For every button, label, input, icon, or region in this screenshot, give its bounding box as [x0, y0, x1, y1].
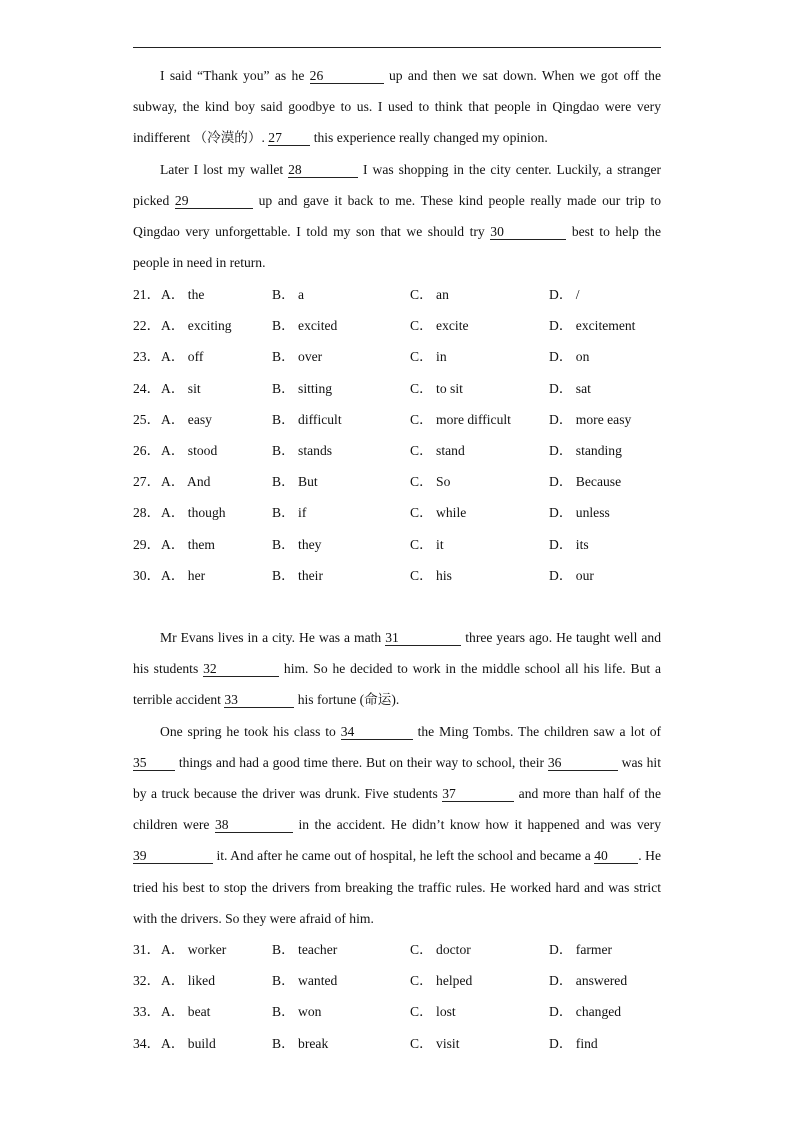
question-number: 30．: [133, 567, 161, 583]
text-run: and more than half of the children were: [133, 786, 661, 833]
question-21: [133, 279, 693, 310]
text-run: One spring he took his class to: [160, 723, 341, 739]
passage-2-paragraph-2: [133, 716, 661, 934]
option-b: B． stands: [272, 442, 333, 458]
option-d: D． changed: [549, 1004, 622, 1020]
option-b: B． they: [272, 536, 322, 552]
passage-2: [133, 622, 661, 934]
text-run: best to help the people in need in return.: [133, 224, 662, 271]
option-d: D． answered: [549, 973, 628, 989]
text-run: Mr Evans lives in a city. He was a math: [160, 630, 386, 645]
option-a: A． beat: [161, 1004, 211, 1020]
option-c: C． So: [410, 474, 451, 490]
question-32: [133, 965, 693, 996]
text-run: Later I lost my wallet: [160, 161, 289, 177]
option-c: C． in: [410, 349, 447, 365]
question-29: [133, 529, 693, 560]
option-b: B． excited: [272, 318, 338, 334]
header-rule: [133, 47, 661, 48]
text-run: this experience really changed my opinion.: [310, 130, 548, 146]
option-a: A． stood: [161, 442, 218, 458]
question-number: 32．: [133, 973, 161, 989]
question-number: 31．: [133, 942, 161, 957]
question-number: 22．: [133, 318, 161, 334]
option-a: A． though: [161, 505, 226, 521]
option-b: B． if: [272, 505, 307, 521]
blank-33: 33: [224, 693, 294, 708]
option-a: A． build: [161, 1035, 216, 1051]
question-number: 24．: [133, 380, 161, 396]
blank-27: 27: [268, 131, 310, 146]
question-26: [133, 435, 693, 466]
question-31: [133, 934, 693, 965]
option-d: D． its: [549, 536, 589, 552]
blank-31: 31: [385, 631, 461, 646]
option-a: A． them: [161, 536, 215, 552]
option-c: C． to sit: [410, 380, 463, 396]
question-number: 25．: [133, 411, 161, 427]
text-run: I was shopping in the city center. Luckily, a stranger picked: [133, 161, 661, 208]
question-number: 28．: [133, 505, 161, 521]
text-run: in the accident. He didn’t know how it happened and was very: [292, 817, 662, 833]
option-d: D． excitement: [549, 318, 636, 334]
option-d: D． on: [549, 349, 590, 365]
option-d: D． farmer: [549, 942, 613, 957]
text-run: his fortune (命运).: [294, 692, 400, 708]
option-d: D． standing: [549, 442, 622, 458]
question-number: 26．: [133, 442, 161, 458]
option-a: A． easy: [161, 411, 212, 427]
option-d: D． find: [549, 1035, 598, 1051]
text-run: I said “Thank you” as he: [160, 68, 310, 83]
question-30: [133, 560, 693, 591]
blank-32: 32: [203, 662, 279, 677]
question-number: 23．: [133, 349, 161, 365]
passage-1: [133, 60, 661, 278]
option-d: D． /: [549, 287, 580, 302]
option-d: D． sat: [549, 380, 591, 396]
blank-34: 34: [341, 725, 413, 740]
option-d: D． unless: [549, 505, 610, 521]
text-run: up and then we sat down. When we got off the subway, the kind boy said goodbye to us. I used to think that people in Qingdao were very indifferent （冷漠的）.: [133, 68, 661, 146]
passage-1-paragraph-1: [133, 60, 661, 154]
blank-26: 26: [310, 69, 384, 84]
option-d: D． our: [549, 567, 594, 583]
question-28: [133, 497, 693, 528]
option-a: A． worker: [161, 942, 227, 957]
blank-38: 38: [215, 818, 293, 833]
question-27: [133, 466, 693, 497]
question-34: [133, 1028, 693, 1059]
option-a: A． sit: [161, 380, 201, 396]
option-a: A． liked: [161, 973, 215, 989]
option-b: B． a: [272, 287, 305, 302]
option-b: B． teacher: [272, 942, 338, 957]
text-run: the Ming Tombs. The children saw a lot of: [412, 723, 662, 739]
question-number: 21．: [133, 287, 161, 302]
option-a: A． her: [161, 567, 206, 583]
question-22: [133, 310, 693, 341]
blank-37: 37: [442, 787, 514, 802]
blank-29: 29: [175, 194, 253, 209]
option-b: B． break: [272, 1035, 329, 1051]
text-run: him. So he decided to work in the middle school all his life. But a terrible accident: [133, 661, 662, 708]
question-number: 34．: [133, 1035, 161, 1051]
option-c: C． stand: [410, 442, 465, 458]
text-run: three years ago. He taught well and his students: [133, 630, 661, 677]
text-run: up and gave it back to me. These kind people really made our trip to Qingdao very unforgettable. I told my son that we should try: [133, 192, 661, 240]
question-number: 29．: [133, 536, 161, 552]
option-c: C． his: [410, 567, 452, 583]
question-24: [133, 373, 693, 404]
option-c: C． lost: [410, 1004, 456, 1020]
text-run: was hit by a truck because the driver was drunk. Five students: [133, 754, 661, 802]
option-c: C． an: [410, 287, 449, 302]
option-b: B． But: [272, 474, 318, 490]
option-c: C． visit: [410, 1035, 460, 1051]
question-33: [133, 996, 693, 1027]
blank-36: 36: [548, 756, 618, 771]
blank-35: 35: [133, 756, 175, 771]
blank-28: 28: [288, 163, 358, 178]
passage-1-paragraph-2: [133, 154, 661, 279]
blank-39: 39: [133, 849, 213, 864]
option-b: B． their: [272, 567, 323, 583]
option-c: C． doctor: [410, 942, 471, 957]
option-c: C． it: [410, 536, 444, 552]
passage-2-paragraph-1: [133, 622, 661, 716]
option-c: C． helped: [410, 973, 473, 989]
option-b: B． difficult: [272, 411, 342, 427]
option-c: C． while: [410, 505, 467, 521]
option-b: B． wanted: [272, 973, 338, 989]
text-run: it. And after he came out of hospital, he left the school and became a: [213, 848, 595, 864]
option-a: A． the: [161, 287, 205, 302]
option-c: C． excite: [410, 318, 469, 334]
option-c: C． more difficult: [410, 411, 511, 427]
option-d: D． Because: [549, 474, 622, 490]
blank-40: 40: [594, 849, 638, 864]
option-a: A． exciting: [161, 318, 232, 334]
option-b: B． over: [272, 349, 323, 365]
question-list-2: [133, 934, 693, 1059]
question-list-1: [133, 279, 693, 591]
option-a: A． And: [161, 474, 211, 490]
blank-30: 30: [490, 225, 566, 240]
option-b: B． sitting: [272, 380, 333, 396]
option-b: B． won: [272, 1004, 322, 1020]
question-25: [133, 404, 693, 435]
question-number: 33．: [133, 1004, 161, 1020]
question-23: [133, 341, 693, 372]
option-d: D． more easy: [549, 411, 632, 427]
text-run: things and had a good time there. But on their way to school, their: [175, 754, 548, 770]
option-a: A． off: [161, 349, 204, 365]
text-run: . He tried his best to stop the drivers from breaking the traffic rules. He worked hard and was strict with the drivers. So they were afraid of him.: [133, 848, 661, 926]
question-number: 27．: [133, 474, 161, 490]
